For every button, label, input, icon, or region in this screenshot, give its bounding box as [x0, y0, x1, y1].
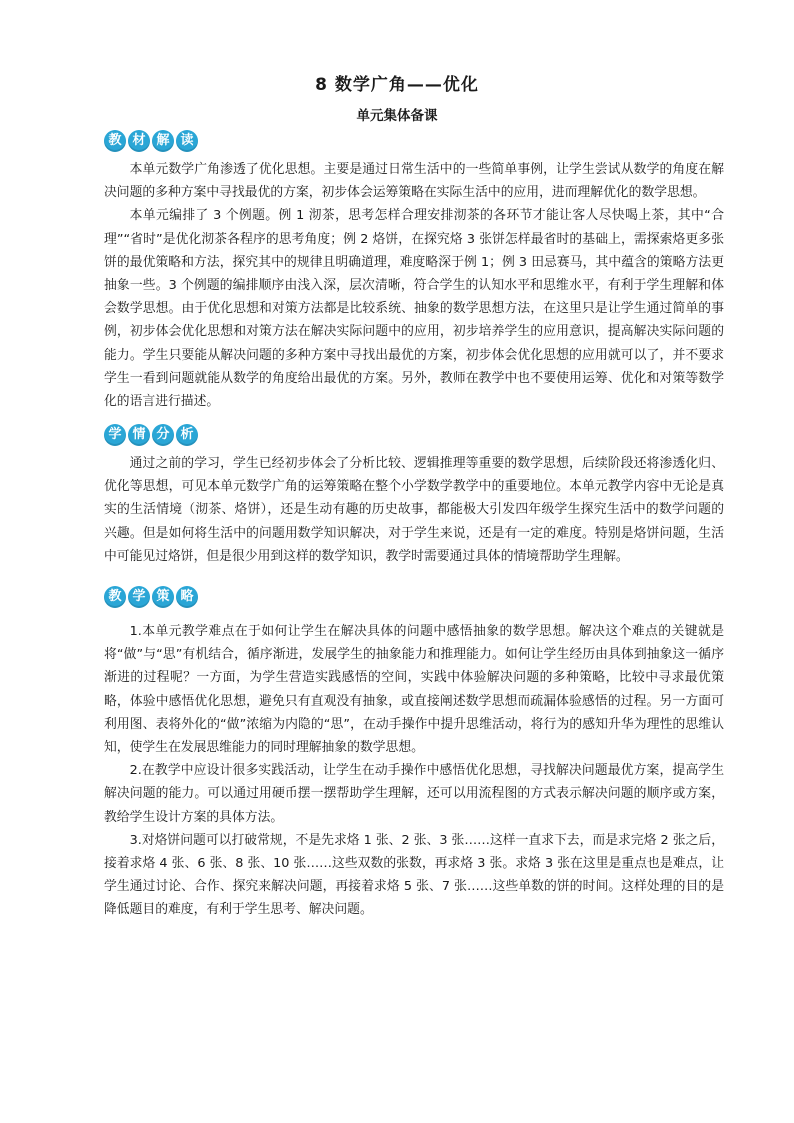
paragraph: 2.在教学中应设计很多实践活动，让学生在动手操作中感悟优化思想，寻找解决问题最优方案，提高学生解决问题的能力。可以通过用硬币摆一摆帮助学生理解，还可以用流程图的方式表示解决问题的顺序或方案，教给学生设计方案的具体方法。	[104, 763, 724, 825]
heading-char: 学	[128, 586, 150, 608]
heading-char: 教	[104, 586, 126, 608]
heading-char: 教	[104, 130, 126, 152]
section-heading-student-analysis	[104, 424, 198, 446]
heading-char: 材	[128, 130, 150, 152]
paragraph: 本单元编排了 3 个例题。例 1 沏茶，思考怎样合理安排沏茶的各环节才能让客人尽快喝上茶，其中“合理”“省时”是优化沏茶各程序的思考角度；例 2 烙饼，在探究烙 3 张饼怎样最省时的基础上，需探索烙更多张饼的最优策略和方法，探究其中的规律且明确道理，难度略深于例 1；例 3 田忌赛马，其中蕴含的策略方法更抽象一些。3 个例题的编排顺序由浅入深，层次清晰，符合学生的认知水平和思维水平，有利于学生理解和体会数学思想。由于优化思想和对策方法都是比较系统、抽象的数学思想方法，在这里只是让学生通过简单的事例，初步体会优化思想和对策方法在解决实际问题中的应用，初步培养学生的应用意识，提高解决实际问题的能力。学生只要能从解决问题的多种方案中寻找出最优的方案，初步体会优化思想的应用就可以了，并不要求学生一看到问题就能从数学的角度给出最优的方案。另外，教师在教学中也不要使用运筹、优化和对策等数学化的语言进行描述。	[104, 208, 724, 410]
paragraph: 本单元数学广角渗透了优化思想。主要是通过日常生活中的一些简单事例，让学生尝试从数学的角度在解决问题的多种方案中寻找最优的方案，初步体会运筹策略在实际生活中的应用，进而理解优化的数学思想。	[104, 162, 724, 201]
heading-char: 析	[176, 424, 198, 446]
heading-char: 略	[176, 586, 198, 608]
paragraph: 3.对烙饼问题可以打破常规，不是先求烙 1 张、2 张、3 张……这样一直求下去，而是求完烙 2 张之后，接着求烙 4 张、6 张、8 张、10 张……这些双数的张数，再求烙 3 张。求烙 3 张在这里是重点也是难点，让学生通过讨论、合作、探究来解决问题，再接着求烙 5 张、7 张……这些单数的饼的时间。这样处理的目的是降低题目的难度，有利于学生思考、解决问题。	[104, 832, 724, 918]
heading-char: 分	[152, 424, 174, 446]
heading-char: 读	[176, 130, 198, 152]
paragraph: 通过之前的学习，学生已经初步体会了分析比较、逻辑推理等重要的数学思想，后续阶段还将渗透化归、优化等思想，可见本单元数学广角的运筹策略在整个小学数学教学中的重要地位。本单元教学内容中无论是真实的生活情境（沏茶、烙饼），还是生动有趣的历史故事，都能极大引发四年级学生探究生活中的数学问题的兴趣。但是如何将生活中的问题用数学知识解决，对于学生来说，还是有一定的难度。特别是烙饼问题，生活中可能见过烙饼，但是很少用到这样的数学知识，教学时需要通过具体的情境帮助学生理解。	[104, 456, 724, 564]
page-subtitle: 单元集体备课	[356, 108, 438, 124]
section-body-student-analysis	[104, 452, 724, 568]
section-body-textbook-analysis	[104, 158, 724, 413]
section-body-teaching-strategy	[104, 620, 724, 922]
page-title: 8 数学广角——优化	[315, 75, 479, 95]
section-heading-teaching-strategy	[104, 586, 198, 608]
section-heading-textbook-analysis	[104, 130, 198, 152]
heading-char: 学	[104, 424, 126, 446]
paragraph: 1.本单元教学难点在于如何让学生在解决具体的问题中感悟抽象的数学思想。解决这个难点的关键就是将“做”与“思”有机结合，循序渐进，发展学生的抽象能力和推理能力。如何让学生经历由具体到抽象这一循序渐进的过程呢？一方面，为学生营造实践感悟的空间，实践中体验解决问题的多种策略，比较中寻求最优策略，体验中感悟优化思想，避免只有直观没有抽象，或直接阐述数学思想而疏漏体验感悟的过程。另一方面可利用图、表将外化的“做”浓缩为内隐的“思”，在动手操作中提升思维活动，将行为的感知升华为理性的思维认知，使学生在发展思维能力的同时理解抽象的数学思想。	[104, 624, 724, 756]
heading-char: 策	[152, 586, 174, 608]
heading-char: 解	[152, 130, 174, 152]
heading-char: 情	[128, 424, 150, 446]
